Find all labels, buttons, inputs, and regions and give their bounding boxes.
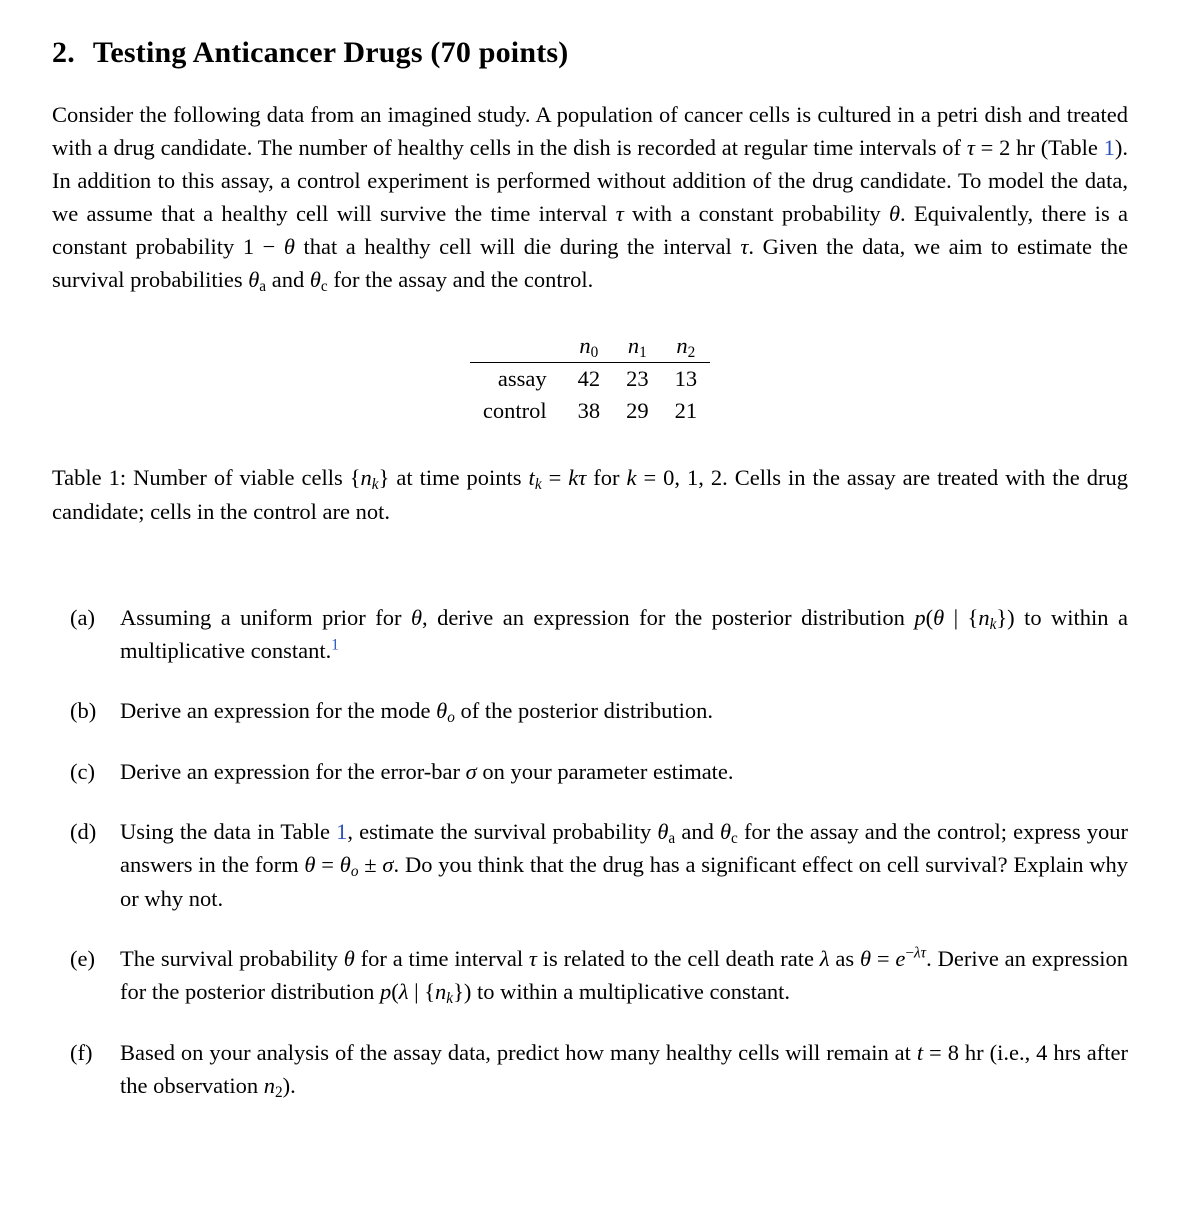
item-marker: (e) [70,945,95,971]
item-marker: (b) [70,698,97,724]
footnote-1-ref[interactable]: 1 [331,636,339,654]
table-cell: 21 [674,398,698,424]
item-text: The survival probability θ for a time interval τ is related to the cell death rate λ as $\theta = e^{-\lambda\tau}$. Derive an expression for the posterior distribution p(λ | $\{n_k\}$) to within a multiplicative constant. [120,944,1128,1008]
item-text: Derive an expression for the mode $\theta_o$ of the posterior distribution. [120,698,713,727]
table-row-label: control [482,398,547,424]
table-corner-cell [470,330,565,363]
item-marker: (f) [70,1039,93,1065]
table-1-ref[interactable]: 1 [1103,135,1115,161]
table-col-header-n1: $n_1$ [613,330,662,363]
table-cell: 13 [674,366,698,392]
question-item-d [70,815,1128,915]
item-marker: (a) [70,604,95,630]
section-title-text: Testing Anticancer Drugs (70 points) [92,36,569,69]
table-cell: 38 [577,398,601,424]
table-1-ref[interactable]: 1 [336,819,348,845]
intro-paragraph: Consider the following data from an imagined study. A population of cancer cells is cultured in a petri dish and treated with a drug candidate. The number of healthy cells in the dish is recorded at regular time intervals of τ = 2 hr (Table 1). In addition to this assay, a control experiment is performed without addition of the drug candidate. To model the data, we assume that a healthy cell will survive the time interval τ with a constant probability θ. Equivalently, there is a constant probability 1 − θ that a healthy cell will die during the interval τ. Given the data, we aim to estimate the survival probabilities $\theta_a$ and $\theta_c$ for the assay and the control. [52,102,1128,296]
table-row-label: assay [497,366,547,392]
table-caption: Table 1: Number of viable cells $\{n_k\}$ at time points $t_k = k\tau$ for k = 0, 1, 2. Cells in the assay are treated with the drug candidate; cells in the control are not. [52,465,1128,525]
item-text: Based on your analysis of the assay data, predict how many healthy cells will remain at t = 8 hr (i.e., 4 hrs after the observation $n_2$). [120,1039,1128,1101]
table-cell: 42 [577,366,601,392]
table-col-header-n2: $n_2$ [662,330,711,363]
question-item-f [70,1036,1128,1103]
table-row-assay [470,363,710,396]
item-text: Using the data in Table 1, estimate the survival probability $\theta_a$ and $\theta_c$ for the assay and the control; express your answers in the form $\theta = \theta_o \pm \sigma$. Do you think that the drug has a significant effect on cell survival? Explain why or why not. [120,819,1128,911]
table-row-control [470,395,710,427]
cell-counts-table [470,330,710,427]
table-cell: 29 [626,398,649,424]
question-item-a [70,601,1128,668]
question-item-e [70,942,1128,1009]
item-text: Derive an expression for the error-bar σ on your parameter estimate. [120,758,734,784]
table-col-header-n0: $n_0$ [565,330,614,363]
item-text: Assuming a uniform prior for θ, derive an expression for the posterior distribution p(θ | $\{n_k\}$) to within a multiplicative constant.$^1$ [120,604,1128,664]
item-marker: (d) [70,819,97,845]
question-item-c [70,755,1128,788]
table-cell: 23 [626,366,649,392]
section-number: 2. [52,36,75,69]
section-title [52,36,1128,70]
question-item-b [70,694,1128,727]
table-header-row [470,330,710,363]
item-marker: (c) [70,758,95,784]
question-list [52,601,1128,1102]
